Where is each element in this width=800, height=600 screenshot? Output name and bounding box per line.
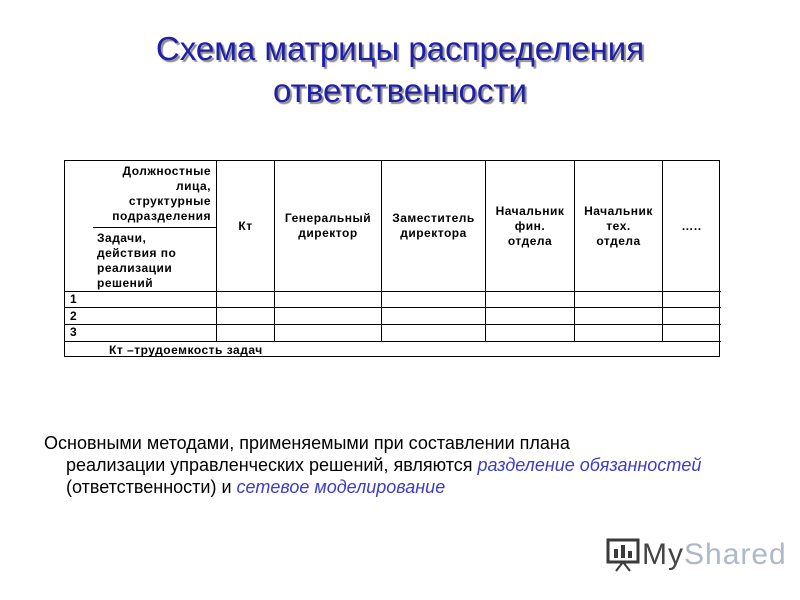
logo-text-light: Shared (684, 538, 787, 571)
highlight-division-of-duties: разделение обязанностей (477, 455, 702, 475)
header-line: ….. (681, 218, 702, 233)
myshared-logo (606, 537, 787, 573)
row-divider (65, 307, 721, 308)
header-line: отдела (596, 233, 641, 248)
header-line: Начальник (584, 203, 653, 218)
row-divider (65, 291, 721, 292)
corner-bottom-line: Задачи, (97, 231, 147, 245)
corner-bottom-line: действия по (97, 246, 177, 260)
header-line: фин. (514, 218, 546, 233)
corner-header-positions (85, 164, 211, 224)
column-header-deputy-director (382, 161, 485, 291)
title-line-2: ответственности (273, 72, 527, 109)
column-header-finance-head (486, 161, 574, 291)
header-line: директор (298, 226, 358, 240)
body-paragraph (44, 432, 744, 498)
corner-header-tasks (97, 231, 215, 291)
column-header-ellipsis (663, 161, 720, 291)
corner-bottom-line: реализации (97, 261, 173, 275)
header-line: Заместитель (392, 211, 475, 225)
row-number: 3 (70, 325, 77, 339)
header-line: Кт (238, 218, 253, 233)
header-line: директора (400, 226, 467, 240)
corner-bottom-line: решений (97, 276, 154, 290)
corner-top-line: структурные (128, 194, 211, 208)
corner-top-line: лица, (175, 179, 211, 193)
column-header-kt (217, 161, 274, 291)
logo-text (642, 538, 787, 572)
body-text-3: (ответственности) и (66, 477, 237, 497)
corner-divider-line (93, 227, 217, 228)
header-line: отдела (507, 233, 553, 248)
row-number: 2 (70, 309, 77, 323)
column-header-general-director (275, 161, 381, 291)
header-line: Начальник (495, 203, 565, 218)
body-line-2 (44, 454, 744, 498)
logo-text-dark: My (642, 538, 684, 571)
table-footnote: Кт –трудоемкость задач (109, 343, 263, 357)
row-divider (65, 341, 721, 342)
title-line-1: Схема матрицы распределения (155, 30, 645, 67)
body-text-2: реализации управленческих решений, являются (66, 455, 478, 475)
column-header-tech-head (575, 161, 662, 291)
row-number: 1 (70, 292, 77, 306)
responsibility-matrix-table (64, 160, 720, 357)
corner-top-line: Должностные (122, 164, 211, 178)
corner-top-line: подразделения (112, 209, 211, 223)
highlight-network-modeling: сетевое моделирование (236, 477, 446, 497)
presentation-board-icon (606, 538, 642, 572)
header-line: тех. (606, 218, 631, 233)
header-line: Генеральный (284, 211, 372, 225)
body-text-1: Основными методами, применяемыми при составлении плана (44, 433, 570, 453)
row-divider (65, 324, 721, 325)
slide-title (0, 28, 800, 112)
